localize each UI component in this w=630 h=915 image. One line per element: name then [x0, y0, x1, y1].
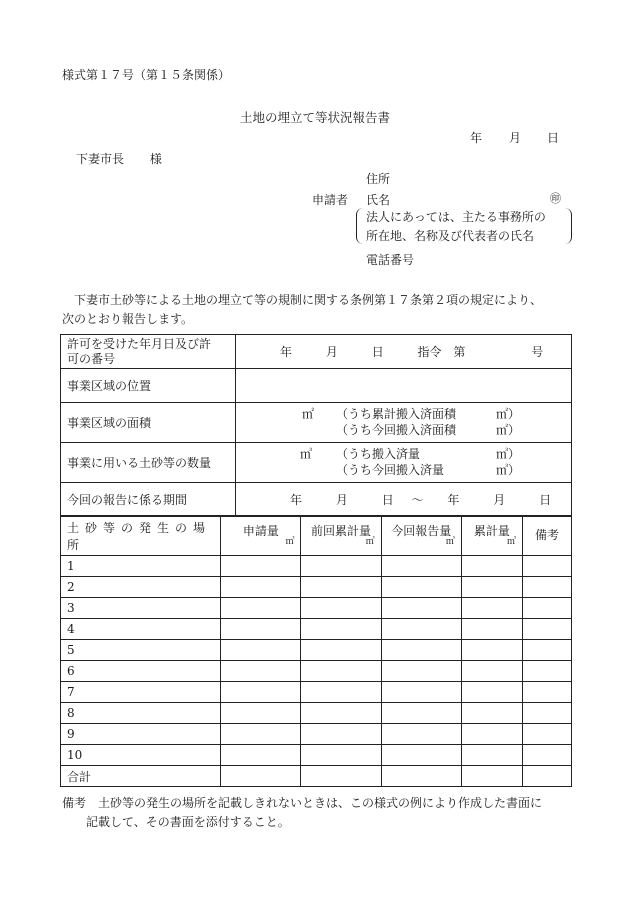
- header-prev-cumulative: 前回累計量 ㎥: [301, 517, 381, 556]
- area-row: [61, 403, 572, 443]
- table-row: 3: [61, 598, 572, 619]
- date-month-label: 月: [509, 131, 522, 145]
- table-row: 1: [61, 556, 572, 577]
- quantity-row: [61, 443, 572, 483]
- total-row: [61, 766, 572, 787]
- table-row: 2: [61, 577, 572, 598]
- period-value[interactable]: 年 月 日 ～ 年 月 日: [236, 483, 572, 516]
- corporate-note-line-1: 法人にあっては、主たる事務所の: [366, 210, 546, 224]
- header-current: 今回報告量 ㎥: [381, 517, 461, 556]
- date-year-label: 年: [470, 131, 483, 145]
- area-label: 事業区域の面積: [61, 403, 236, 443]
- table-row: 9: [61, 724, 572, 745]
- quantity-value[interactable]: ㎥ （うち搬入済量 ㎥） （うち今回搬入済量 ㎥）: [236, 443, 572, 483]
- site-header: 土砂等の発生の場所: [61, 517, 221, 556]
- info-table: [60, 334, 572, 516]
- body-text-line-2: 次のとおり報告します。: [62, 312, 194, 326]
- name-label: 氏名: [366, 193, 391, 207]
- header-applied: 申請量 ㎥: [221, 517, 301, 556]
- form-number: 様式第１７号（第１５条関係）: [62, 68, 231, 82]
- addressee: [76, 152, 162, 166]
- address-label: 住所: [366, 172, 391, 186]
- addressee-suffix: 様: [149, 152, 162, 166]
- date-day-label: 日: [547, 131, 560, 145]
- permit-label: 許可を受けた年月日及び許 可の番号: [61, 335, 236, 369]
- source-header-row: [61, 517, 572, 556]
- permit-row: [61, 335, 572, 369]
- remarks-line-1: 備考 土砂等の発生の場所を記載しきれないときは、この様式の例により作成した書面に: [62, 796, 543, 810]
- location-label: 事業区域の位置: [61, 369, 236, 403]
- location-row: [61, 369, 572, 403]
- seal-icon: ㊞: [550, 192, 561, 205]
- table-row: 4: [61, 619, 572, 640]
- remarks-line-2: 記載して、その書面を添付すること。: [86, 815, 290, 829]
- quantity-label: 事業に用いる土砂等の数量: [61, 443, 236, 483]
- source-table: [60, 516, 572, 787]
- table-row: 10: [61, 745, 572, 766]
- table-row: 5: [61, 640, 572, 661]
- phone-label: 電話番号: [366, 253, 415, 267]
- table-row: 7: [61, 682, 572, 703]
- body-text-line-1: 下妻市土砂等による土地の埋立て等の規制に関する条例第１７条第２項の規定により、: [74, 293, 543, 307]
- applicant-label: 申請者: [312, 193, 349, 207]
- corporate-note-line-2: 所在地、名称及び代表者の氏名: [366, 229, 535, 243]
- permit-value[interactable]: 年 月 日 指令 第 号: [236, 335, 572, 369]
- period-label: 今回の報告に係る期間: [61, 483, 236, 516]
- table-row: 8: [61, 703, 572, 724]
- area-value[interactable]: ㎡ （うち累計搬入済面積 ㎡） （うち今回搬入済面積 ㎡）: [236, 403, 572, 443]
- total-label: 合計: [61, 766, 221, 787]
- table-row: 6: [61, 661, 572, 682]
- header-cumulative: 累計量 ㎥: [461, 517, 522, 556]
- header-remarks: 備考: [522, 517, 571, 556]
- period-row: [61, 483, 572, 516]
- addressee-name: 下妻市長: [76, 152, 125, 166]
- document-title: 土地の埋立て等状況報告書: [239, 110, 390, 125]
- location-value[interactable]: [236, 369, 572, 403]
